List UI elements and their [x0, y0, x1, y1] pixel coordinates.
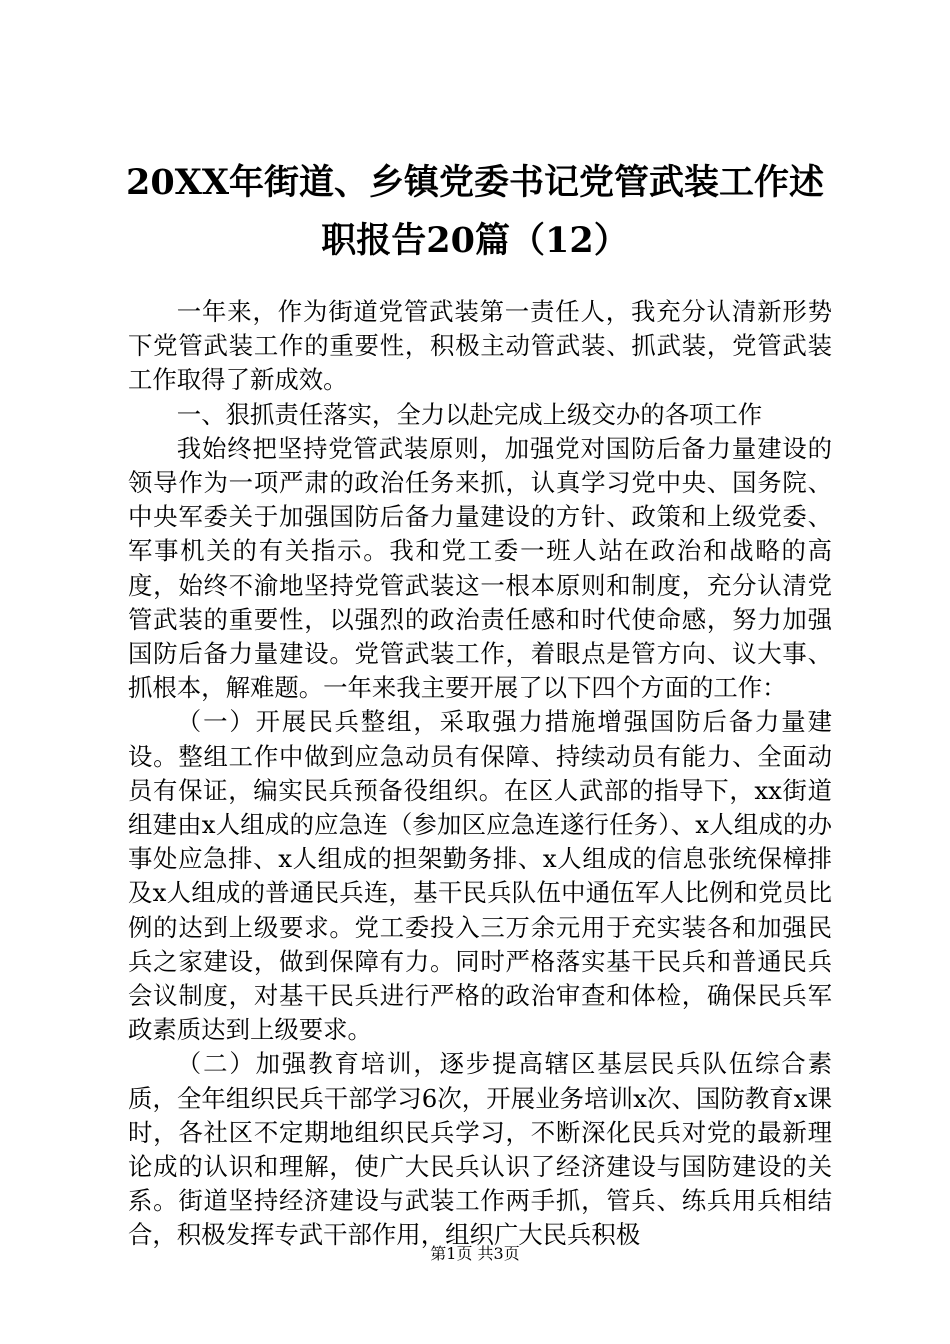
- paragraph-intro: 一年来，作为街道党管武装第一责任人，我充分认清新形势下党管武装工作的重要性，积极主动管武装、抓武装，党管武装工作取得了新成效。: [128, 297, 832, 395]
- document-title-line-1: 20XX年街道、乡镇党委书记党管武装工作述: [125, 162, 825, 203]
- paragraph-item-2: （二）加强教育培训，逐步提高辖区基层民兵队伍综合素质，全年组织民兵干部学习6次，开展业务培训x次、国防教育x课时，各社区不定期地组织民兵学习，不断深化民兵对党的最新理论成的认识和理解，使广大民兵认识了经济建设与国防建设的关系。街道坚持经济建设与武装工作两手抓，管兵、练兵用兵相结合，积极发挥专武干部作用，组织广大民兵积极: [128, 1049, 832, 1250]
- section-heading-1: 一、狠抓责任落实，全力以赴完成上级交办的各项工作: [176, 399, 763, 429]
- paragraph-section-1: 我始终把坚持党管武装原则，加强党对国防后备力量建设的领导作为一项严肃的政治任务来抓，认真学习党中央、国务院、中央军委关于加强国防后备力量建设的方针、政策和上级党委、军事机关的有关指示。我和党工委一班人站在政治和战略的高度，始终不渝地坚持党管武装这一根本原则和制度，充分认清党管武装的重要性，以强烈的政治责任感和时代使命感，努力加强国防后备力量建设。党管武装工作，着眼点是管方向、议大事、抓根本，解难题。一年来我主要开展了以下四个方面的工作：: [128, 433, 832, 703]
- document-title-line-2: 职报告20篇（12）: [321, 220, 629, 261]
- document-body: [128, 295, 832, 1253]
- paragraph-item-1: （一）开展民兵整组，采取强力措施增强国防后备力量建设。整组工作中做到应急动员有保障、持续动员有能力、全面动员有保证，编实民兵预备役组织。在区人武部的指导下，xx街道组建由x人组成的应急连（参加区应急连遂行任务）、x人组成的办事处应急排、x人组成的担架勤务排、x人组成的信息张统保樟排及x人组成的普通民兵连，基干民兵队伍中通伍军人比例和党员比例的达到上级要求。党工委投入三万余元用于充实装各和加强民兵之家建设，做到保障有力。同时严格落实基干民兵和普通民兵会议制度，对基干民兵进行严格的政治审查和体检，确保民兵军政素质达到上级要求。: [128, 707, 832, 1045]
- page-footer: 第1页 共3页: [430, 1244, 520, 1263]
